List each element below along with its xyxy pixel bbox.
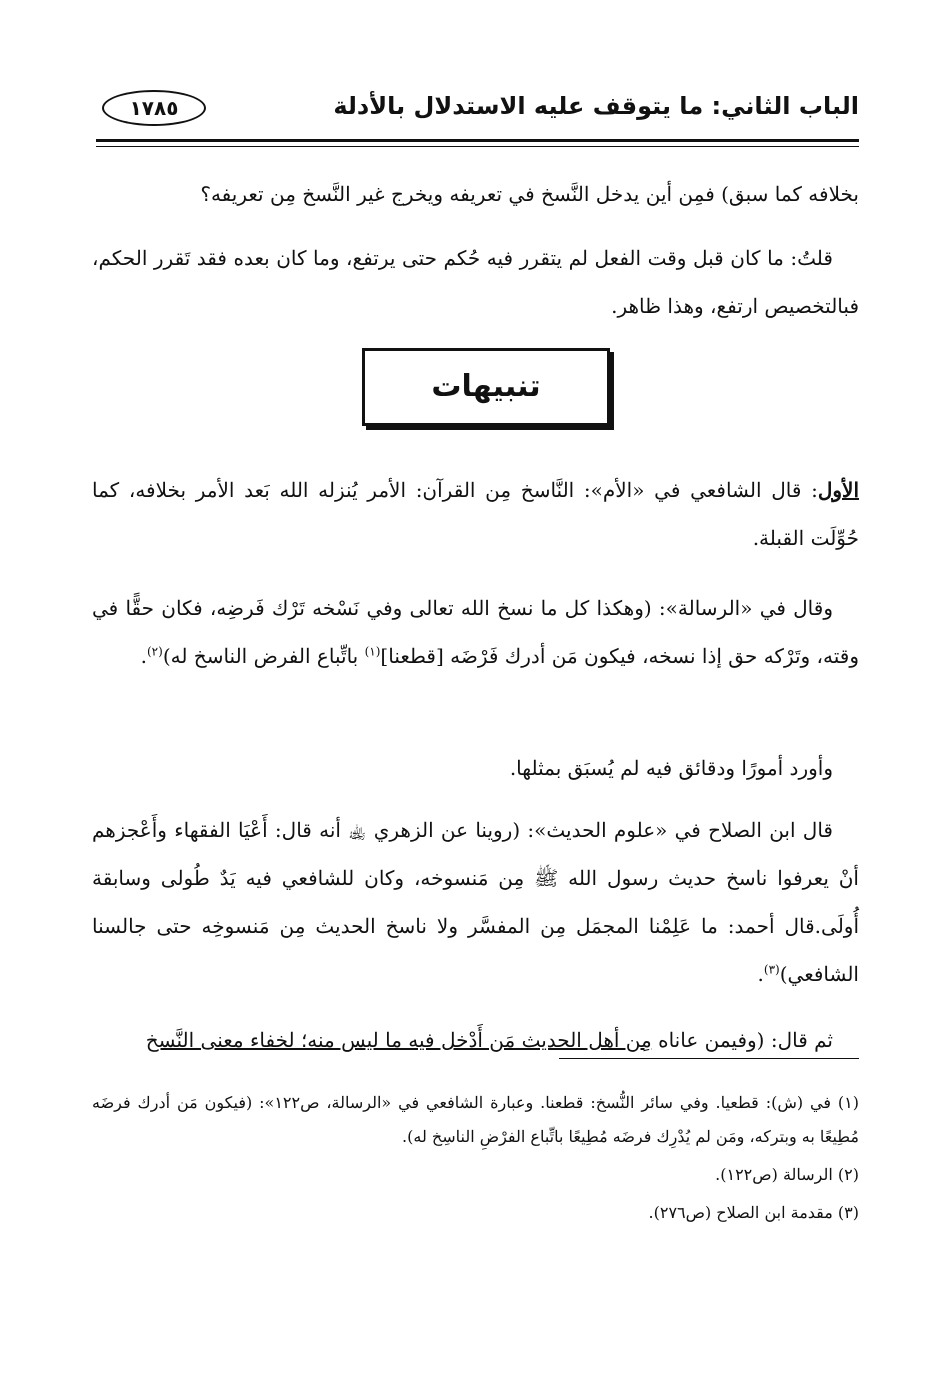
paragraph-7-underlined-text: مِن أهل الحديث مَن أَدْخل فيه ما ليس منه؛ لخفاء معنى النَّسخ bbox=[145, 1028, 652, 1052]
paragraph-first-note bbox=[92, 466, 859, 562]
ibn-salah-quote-text: قال ابن الصلاح في «علوم الحديث»: (روينا عن الزهري ﵀ أنه قال: أَعْيَا الفقهاء وأَعْجزهم أنْ يعرفوا ناسخ حديث رسول الله ﷺ مِن مَنسوخه، وكان للشافعي فيه يَدٌ طُولى وسابقة أُولَى.قال أحمد: ما عَلِمْنا المجمَل مِن المفسَّر ولا ناسخ الحديث مِن مَنسوخِه حتى جالسنا الشافعي) bbox=[92, 818, 859, 986]
paragraph-7-text: ثم قال: (وفيمن عاناه bbox=[651, 1028, 833, 1052]
chapter-title: الباب الثاني: ما يتوقف عليه الاستدلال بالأدلة bbox=[333, 92, 859, 120]
footnote-2: (٢) الرسالة (ص١٢٢). bbox=[715, 1165, 859, 1184]
footnote-3: (٣) مقدمة ابن الصلاح (ص٢٧٦). bbox=[648, 1203, 859, 1222]
first-note-lead: الأول bbox=[817, 478, 859, 502]
paragraph-7 bbox=[92, 1016, 859, 1064]
footnote-ref-3[interactable]: (٣) bbox=[763, 962, 780, 977]
ibn-salah-quote-end: . bbox=[757, 962, 764, 986]
risala-quote-text-b: باتِّباع الفرض الناسخ له) bbox=[162, 644, 365, 668]
paragraph-risala-quote bbox=[92, 584, 859, 680]
paragraph-5: وأورد أمورًا ودقائق فيه لم يُسبَق بمثلها. bbox=[509, 756, 833, 780]
footnote-1: (١) في (ش): قطعيا. وفي سائر النُّسخ: قطعنا. وعبارة الشافعي في «الرسالة، ص١٢٢»: (فيكون مَن أدرك فرضَه مُطِيعًا به وبتركه، ومَن لم يُدْرِك فرضَه مُطِيعًا باتِّباع الفرْضِ الناسِخ له). bbox=[92, 1093, 860, 1146]
page-number: ١٧٨٥ bbox=[102, 90, 206, 126]
running-header bbox=[96, 88, 859, 132]
paragraph-ibn-salah-quote bbox=[92, 806, 859, 998]
footnotes-section bbox=[92, 1086, 859, 1234]
header-rule bbox=[96, 139, 859, 146]
first-note-text: : قال الشافعي في «الأم»: النَّاسخ مِن القرآن: الأمر يُنزله الله بَعد الأمر بخلافه، كما حُوِّلَت القبلة. bbox=[92, 478, 859, 550]
section-heading: تنبيهات bbox=[362, 348, 610, 426]
footnote-ref-2[interactable]: (٢) bbox=[146, 644, 163, 659]
risala-quote-text-a: وقال في «الرسالة»: (وهكذا كل ما نسخ الله تعالى وفي نَسْخه تَرْك فَرضِه، فكان حقًّا في وقته، وتَرْكه حق إذا نسخه، فيكون مَن أدرك فَرْضَه [قطعنا] bbox=[92, 596, 859, 668]
risala-quote-end: . bbox=[140, 644, 147, 668]
footnote-separator bbox=[559, 1058, 859, 1059]
paragraph-2: قلتُ: ما كان قبل وقت الفعل لم يتقرر فيه حُكم حتى يرتفع، وما كان بعده فقد تَقرر الحكم، فبالتخصيص ارتفع، وهذا ظاهر. bbox=[92, 246, 859, 318]
paragraph-1: بخلافه كما سبق) فمِن أين يدخل النَّسخ في تعريفه ويخرج غير النَّسخ مِن تعريفه؟ bbox=[200, 182, 859, 206]
footnote-ref-1[interactable]: (١) bbox=[364, 644, 381, 659]
